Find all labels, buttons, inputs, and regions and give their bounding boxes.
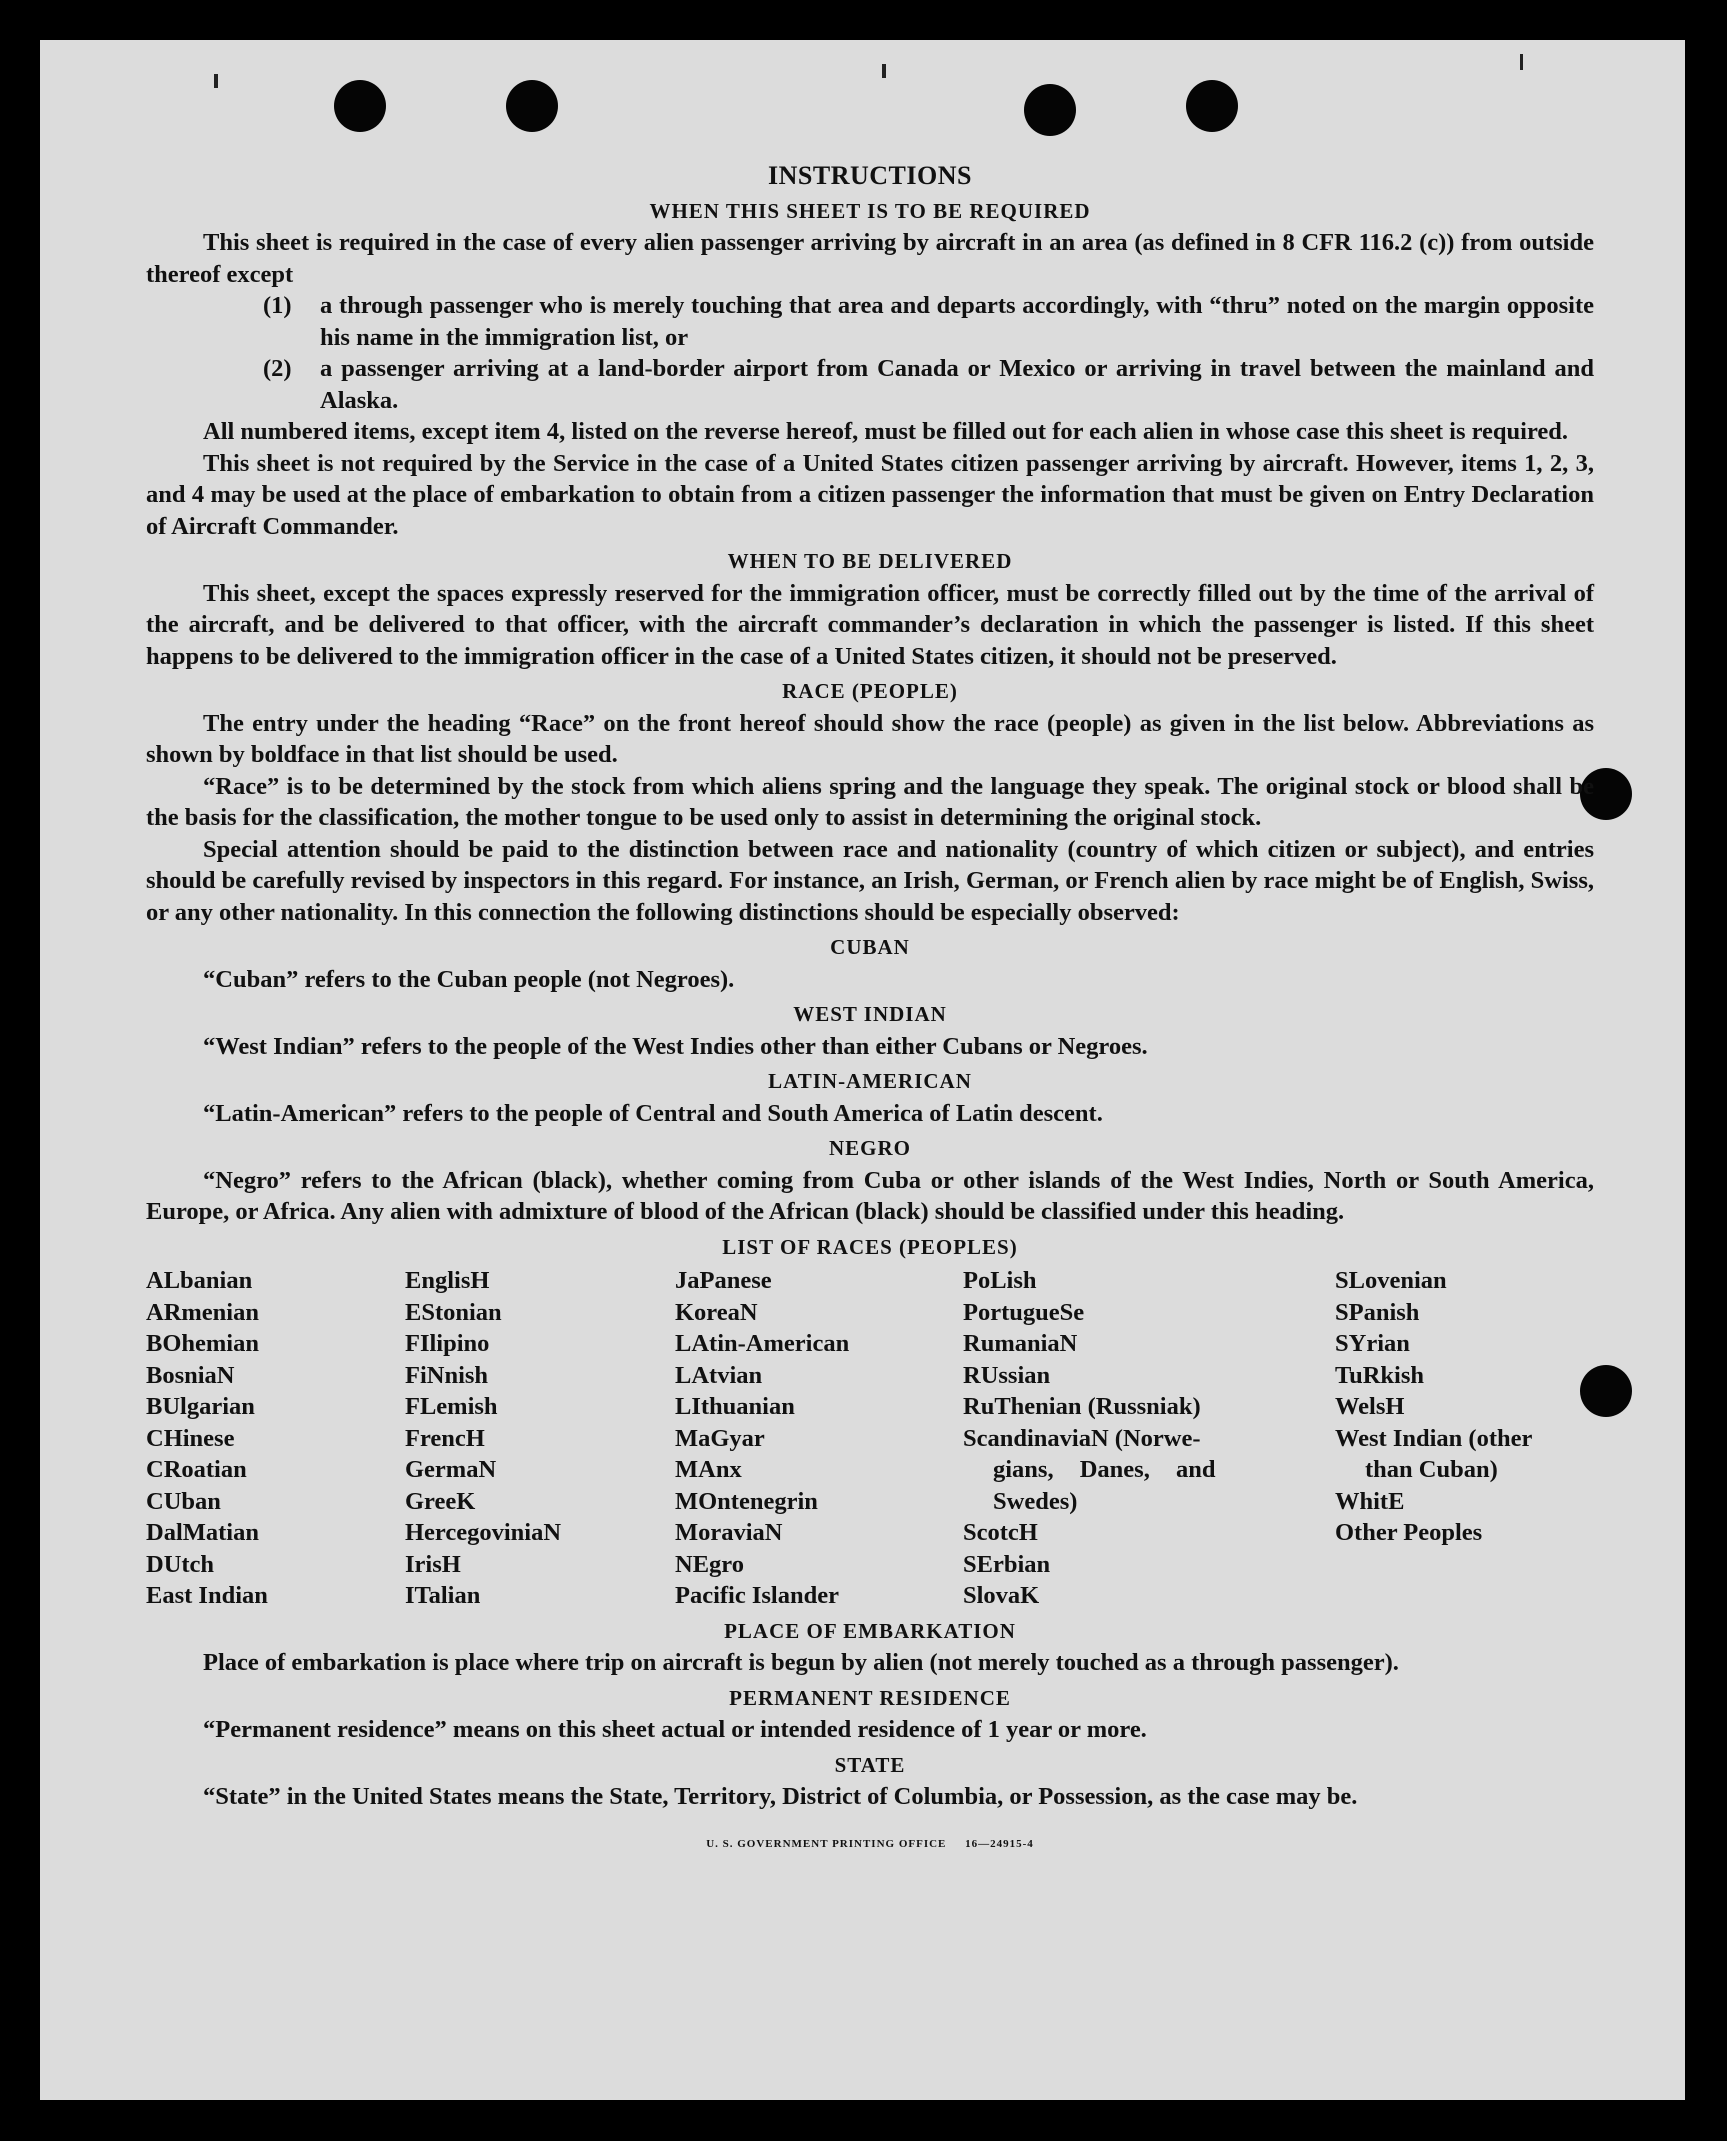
punch-hole — [506, 80, 558, 132]
paragraph: Special attention should be paid to the distinction between race and nationality (country of which citizen or subject), and entries should be carefully revised by inspectors in this regard. For instance, an Irish, German, or French alien by race might be of English, Swiss, or any other nationality. In this connection the following distinctions should be especially observed: — [146, 835, 1594, 926]
page-title: INSTRUCTIONS — [768, 161, 972, 190]
race-entry: RumaniaN — [963, 1330, 1078, 1357]
punch-hole — [1186, 80, 1238, 132]
punch-hole — [1024, 84, 1076, 136]
race-column — [963, 1265, 1335, 1612]
race-entry: DalMatian — [146, 1519, 259, 1546]
race-entry: MoraviaN — [675, 1519, 783, 1546]
paragraph: “State” in the United States means the State, Territory, District of Columbia, or Possession, as the case may be. — [203, 1783, 1358, 1810]
race-entry: WelsH — [1335, 1393, 1405, 1420]
race-entry: SErbian — [963, 1550, 1051, 1578]
race-entry: GreeK — [405, 1487, 476, 1515]
item-text: a passenger arriving at a land-border airport from Canada or Mexico or arriving in travel between the mainland and Alaska. — [320, 355, 1594, 414]
race-entry: than Cuban) — [1365, 1456, 1498, 1483]
race-entry: East Indian — [146, 1582, 268, 1609]
ink-speck — [1520, 54, 1523, 70]
race-entry: Other Peoples — [1335, 1519, 1483, 1546]
race-entry: NEgro — [675, 1550, 744, 1578]
race-column — [1335, 1265, 1594, 1612]
paragraph: Place of embarkation is place where trip on aircraft is begun by alien (not merely touched as a through passenger). — [203, 1649, 1399, 1676]
race-entry: MaGyar — [675, 1424, 765, 1452]
document-sheet — [40, 40, 1685, 2100]
paragraph: All numbered items, except item 4, listed on the reverse hereof, must be filled out for each alien in whose case this sheet is required. — [203, 418, 1569, 445]
race-entry: ALbanian — [146, 1267, 253, 1294]
race-entry: Pacific Islander — [675, 1582, 839, 1609]
numbered-item — [263, 353, 1594, 416]
race-entry: ScandinaviaN (Norwe- — [963, 1424, 1201, 1452]
race-entry: BosniaN — [146, 1361, 235, 1389]
numbered-item — [263, 290, 1594, 353]
section-heading-place-of-embarkation: PLACE OF EMBARKATION — [724, 1618, 1016, 1643]
race-entry: JaPanese — [675, 1267, 772, 1294]
race-entry: ScotcH — [963, 1519, 1038, 1546]
section-heading-when-delivered: WHEN TO BE DELIVERED — [727, 549, 1013, 573]
race-entry: ARmenian — [146, 1298, 259, 1326]
paragraph: This sheet, except the spaces expressly reserved for the immigration officer, must be correctly filled out by the time of the arrival of the aircraft, and be delivered to that officer, with the aircraft commander’s declaration in which the passenger is listed. If this sheet happens to be delivered to the immigration officer in the case of a United States citizen, it should not be preserved. — [146, 579, 1594, 670]
section-heading-state: STATE — [834, 1752, 906, 1777]
printing-office-footer: U. S. GOVERNMENT PRINTING OFFICE 16—24915-4 — [706, 1837, 1034, 1850]
race-entry: MOntenegrin — [675, 1487, 818, 1515]
race-entry: PortugueSe — [963, 1298, 1085, 1326]
race-entry: BOhemian — [146, 1330, 259, 1357]
race-entry: LAtin-American — [675, 1330, 850, 1357]
race-entry: FLemish — [405, 1393, 498, 1420]
item-number: (2) — [263, 355, 292, 382]
section-heading-race: RACE (PEOPLE) — [782, 679, 958, 703]
race-entry: GermaN — [405, 1456, 497, 1483]
race-entry: PoLish — [963, 1267, 1037, 1294]
race-entry: EStonian — [405, 1298, 502, 1326]
paragraph: “Race” is to be determined by the stock from which aliens spring and the language they speak. The original stock or blood shall be the basis for the classification, the mother tongue to be used only to assist in determining the original stock. — [146, 772, 1594, 831]
race-entry: FiNnish — [405, 1361, 489, 1389]
race-column — [675, 1265, 963, 1612]
race-entry: FrencH — [405, 1424, 485, 1452]
race-entry: CHinese — [146, 1424, 235, 1452]
section-heading-when-required: WHEN THIS SHEET IS TO BE REQUIRED — [649, 198, 1091, 223]
race-entry: CUban — [146, 1487, 221, 1515]
race-entry: IrisH — [405, 1550, 461, 1578]
race-entry: West Indian (other — [1335, 1424, 1533, 1452]
race-list — [146, 1265, 1594, 1612]
race-entry: KoreaN — [675, 1298, 758, 1326]
race-entry: FIlipino — [405, 1330, 490, 1357]
race-entry: Swedes) — [993, 1487, 1078, 1515]
race-entry: RUssian — [963, 1361, 1051, 1389]
paragraph: This sheet is not required by the Service in the case of a United States citizen passenger arriving by aircraft. However, items 1, 2, 3, and 4 may be used at the place of embarkation to obtain from a citizen passenger the information that must be given on Entry Declaration of Aircraft Commander. — [146, 449, 1594, 540]
paragraph: “Permanent residence” means on this sheet actual or intended residence of 1 year or more. — [203, 1716, 1147, 1743]
race-entry: MAnx — [675, 1456, 742, 1483]
race-entry: SYrian — [1335, 1330, 1410, 1357]
section-heading-permanent-residence: PERMANENT RESIDENCE — [729, 1685, 1011, 1710]
race-entry: DUtch — [146, 1550, 215, 1578]
race-column — [405, 1265, 675, 1612]
race-entry: LIthuanian — [675, 1393, 795, 1420]
race-entry: SlovaK — [963, 1582, 1040, 1609]
race-entry: SPanish — [1335, 1298, 1420, 1326]
race-entry: EnglisH — [405, 1267, 490, 1294]
race-entry: RuThenian (Russniak) — [963, 1393, 1201, 1420]
race-entry: gians, Danes, and — [993, 1456, 1216, 1483]
race-entry: WhitE — [1335, 1487, 1405, 1515]
section-heading-west-indian: WEST INDIAN — [793, 1002, 947, 1026]
punch-hole — [334, 80, 386, 132]
instructions-content — [146, 150, 1594, 1860]
race-entry: HercegoviniaN — [405, 1519, 562, 1546]
paragraph: “Cuban” refers to the Cuban people (not Negroes). — [203, 965, 735, 993]
race-entry: LAtvian — [675, 1361, 763, 1389]
section-heading-list-of-races: LIST OF RACES (PEOPLES) — [722, 1234, 1018, 1259]
ink-speck — [214, 74, 218, 88]
paragraph: “Negro” refers to the African (black), whether coming from Cuba or other islands of the West Indies, North or South America, Europe, or Africa. Any alien with admixture of blood of the African (black) should be classified under this heading. — [146, 1166, 1594, 1225]
ink-speck — [882, 64, 886, 78]
race-entry: SLovenian — [1335, 1267, 1447, 1294]
section-heading-negro: NEGRO — [828, 1136, 911, 1160]
race-entry: TuRkish — [1335, 1361, 1425, 1389]
race-entry: ITalian — [405, 1582, 481, 1609]
section-heading-latin-american: LATIN-AMERICAN — [768, 1069, 972, 1093]
paragraph: The entry under the heading “Race” on the front hereof should show the race (people) as given in the list below. Abbreviations as shown by boldface in that list should be used. — [146, 709, 1594, 768]
paragraph: “Latin-American” refers to the people of Central and South America of Latin descent. — [203, 1099, 1103, 1127]
item-number: (1) — [263, 292, 292, 319]
paragraph: “West Indian” refers to the people of the West Indies other than either Cubans or Negroes. — [203, 1032, 1148, 1060]
item-text: a through passenger who is merely touching that area and departs accordingly, with “thru” noted on the margin opposite his name in the immigration list, or — [320, 292, 1594, 351]
section-heading-cuban: CUBAN — [830, 935, 910, 959]
race-entry: BUlgarian — [146, 1393, 255, 1420]
race-column — [146, 1265, 405, 1612]
race-entry: CRoatian — [146, 1456, 247, 1483]
paragraph: This sheet is required in the case of every alien passenger arriving by aircraft in an area (as defined in 8 CFR 116.2 (c)) from outside thereof except — [146, 229, 1594, 288]
